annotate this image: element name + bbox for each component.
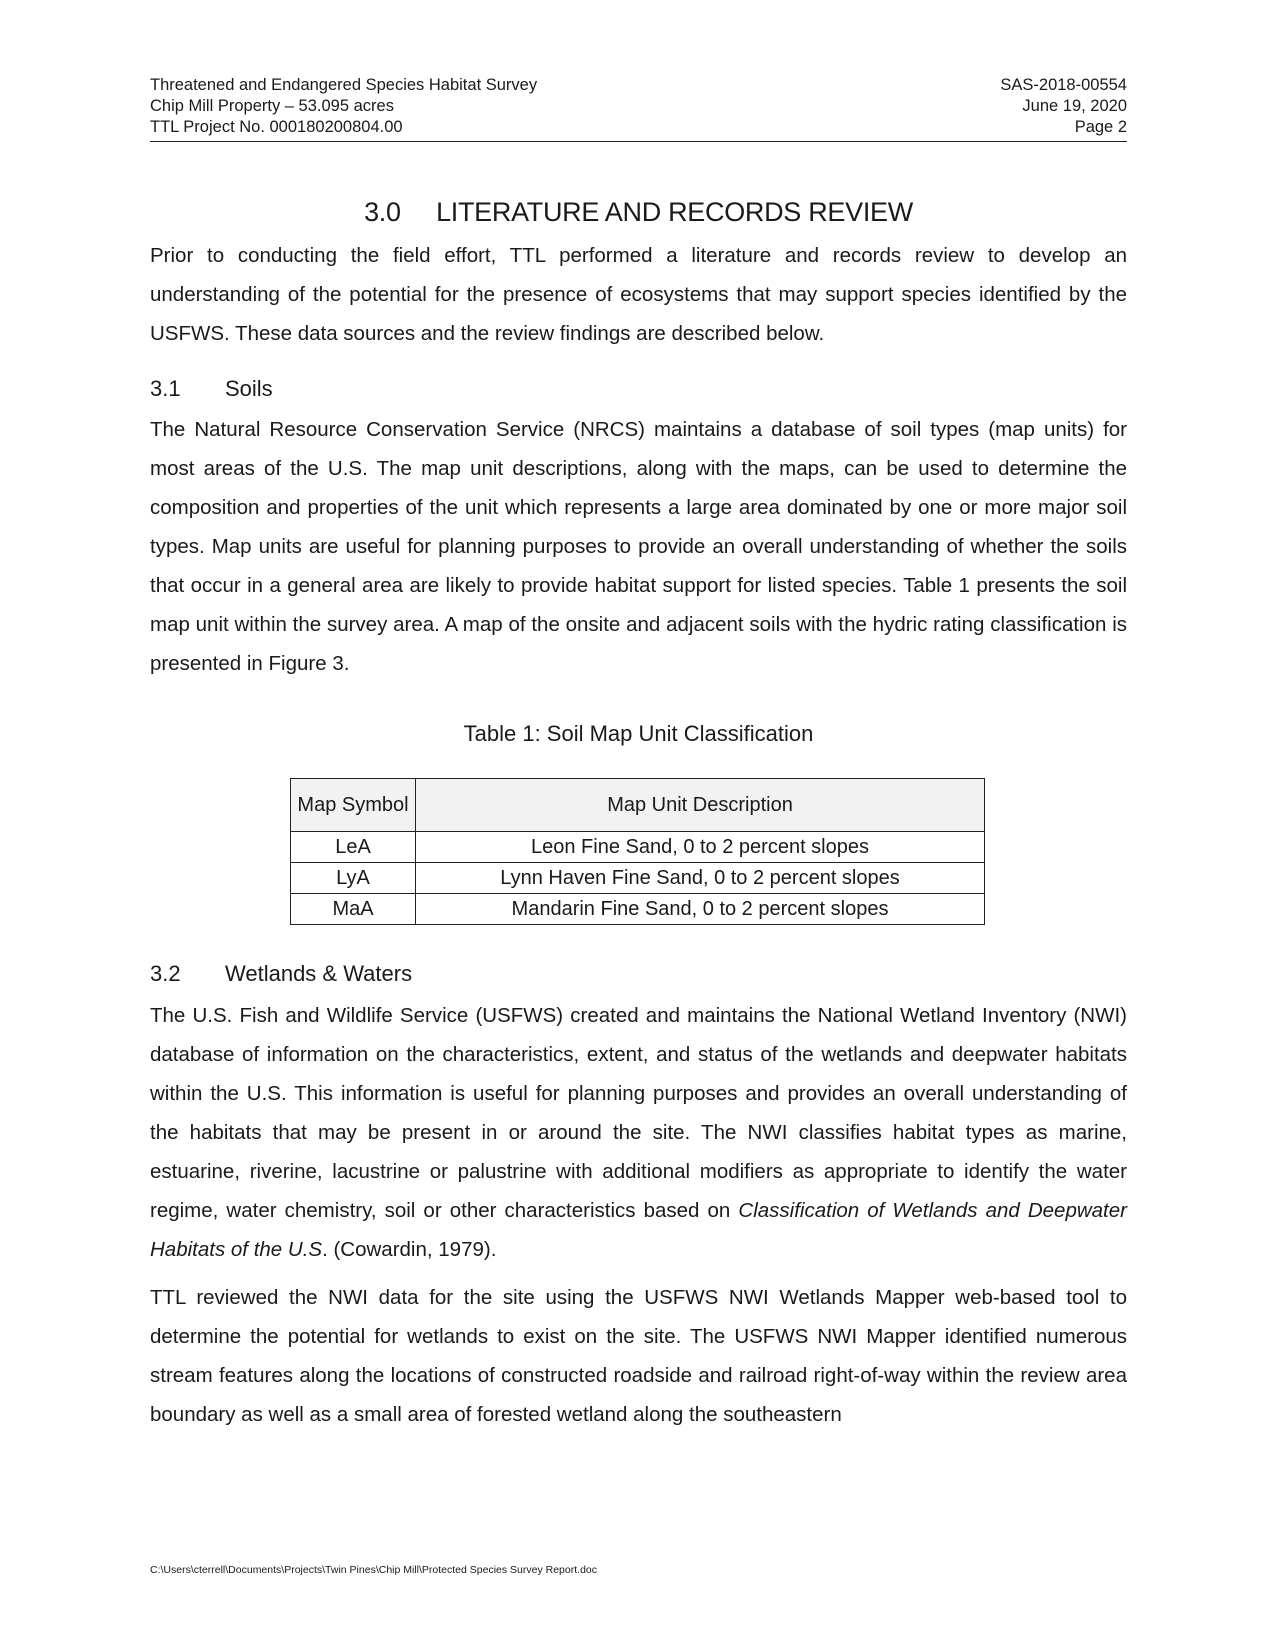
header-report-title: Threatened and Endangered Species Habitat Survey: [150, 76, 538, 94]
wetlands-number: 3.2: [150, 961, 181, 986]
file-path-footer: C:\Users\cterrell\Documents\Projects\Twin Pines\Chip Mill\Protected Species Survey Report.doc: [150, 1564, 597, 1576]
header-project-number: TTL Project No. 000180200804.00: [150, 118, 403, 136]
table-cell-symbol: LeA: [291, 832, 416, 863]
wetlands-paragraph-1: [150, 996, 1127, 1269]
table-cell-symbol: MaA: [291, 894, 416, 925]
section-number: 3.0: [364, 197, 401, 227]
wetlands-heading: [150, 960, 412, 988]
soils-text: The Natural Resource Conservation Service (NRCS) maintains a database of soil types (map units) for most areas of the U.S. The map unit descriptions, along with the maps, can be used to determine the composition and properties of the unit which represents a large area dominated by one or more major soil types. Map units are useful for planning purposes to provide an overall understanding of whether the soils that occur in a general area are likely to provide habitat support for listed species. Table 1 presents the soil map unit within the survey area. A map of the onsite and adjacent soils with the hydric rating classification is presented in Figure 3.: [150, 418, 1127, 675]
wetlands-text-1: [150, 996, 1127, 1269]
table-cell-description: Mandarin Fine Sand, 0 to 2 percent slopes: [416, 894, 985, 925]
table-header-symbol: Map Symbol: [291, 779, 416, 832]
table-cell-symbol: LyA: [291, 863, 416, 894]
soils-paragraph: [150, 410, 1127, 683]
soil-table: [290, 778, 985, 925]
table-caption: Table 1: Soil Map Unit Classification: [463, 721, 814, 746]
intro-text: Prior to conducting the field effort, TTL performed a literature and records review to develop an understanding of the potential for the presence of ecosystems that may support species identified by the USFWS. These data sources and the review findings are described below.: [150, 244, 1127, 345]
soils-heading: [150, 375, 273, 403]
soils-title: Soils: [225, 376, 273, 401]
table-cell-description: Leon Fine Sand, 0 to 2 percent slopes: [416, 832, 985, 863]
table-header-row: [291, 779, 985, 832]
header-permit-number: SAS-2018-00554: [1000, 76, 1127, 94]
soils-number: 3.1: [150, 376, 181, 401]
table-header-description: Map Unit Description: [416, 779, 985, 832]
wetlands-text-1-end: . (Cowardin, 1979).: [322, 1238, 497, 1261]
header-page-number: Page 2: [1074, 118, 1127, 136]
wetlands-text-2: TTL reviewed the NWI data for the site using the USFWS NWI Wetlands Mapper web-based tool to determine the potential for wetlands to exist on the site. The USFWS NWI Mapper identified numerous stream features along the locations of constructed roadside and railroad right-of-way within the review area boundary as well as a small area of forested wetland along the southeastern: [150, 1286, 1127, 1426]
page-header: [150, 75, 1127, 142]
table-cell-description: Lynn Haven Fine Sand, 0 to 2 percent slopes: [416, 863, 985, 894]
table-row: [291, 863, 985, 894]
header-right-block: [1000, 75, 1127, 138]
header-left-block: [150, 75, 537, 138]
table-row: [291, 832, 985, 863]
document-page: [150, 0, 1127, 1651]
wetlands-paragraph-2: [150, 1278, 1127, 1434]
wetlands-title: Wetlands & Waters: [225, 961, 413, 986]
intro-paragraph: [150, 236, 1127, 353]
wetlands-text-1-main: The U.S. Fish and Wildlife Service (USFWS) created and maintains the National Wetland Inventory (NWI) database of information on the characteristics, extent, and status of the wetlands and deepwater habitats within the U.S. This information is useful for planning purposes and provides an overall understanding of the habitats that may be present in or around the site. The NWI classifies habitat types as marine, estuarine, riverine, lacustrine or palustrine with additional modifiers as appropriate to identify the water regime, water chemistry, soil or other characteristics based on: [150, 1004, 1127, 1222]
table-row: [291, 894, 985, 925]
header-date: June 19, 2020: [1022, 97, 1127, 115]
section-heading: [150, 195, 1127, 229]
cowardin-citation-title: Classification of Wetlands and Deepwater Habitats of the U.S: [150, 1199, 1127, 1261]
section-title: LITERATURE AND RECORDS REVIEW: [436, 197, 913, 227]
header-property: Chip Mill Property – 53.095 acres: [150, 97, 394, 115]
